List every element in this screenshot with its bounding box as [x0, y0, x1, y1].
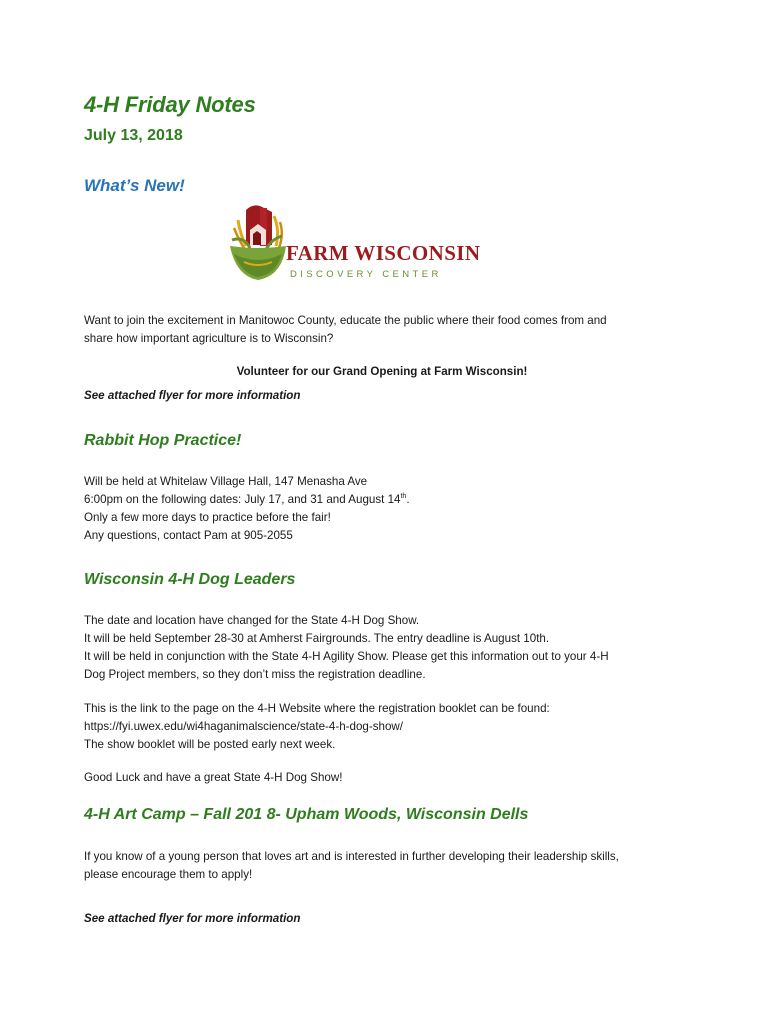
flyer-note: See attached flyer for more information	[84, 912, 301, 925]
dog-paragraph-1	[84, 612, 694, 684]
paragraph-line: share how important agriculture is to Wisconsin?	[84, 332, 334, 345]
section-heading-dog: Wisconsin 4-H Dog Leaders	[84, 571, 296, 588]
dog-closing: Good Luck and have a great State 4-H Dog Show!	[84, 771, 343, 784]
section-heading-whats-new: What’s New!	[84, 176, 185, 195]
paragraph-line: 6:00pm on the following dates: July 17, and 31 and August 14th.	[84, 493, 410, 506]
whats-new-paragraph	[84, 312, 694, 348]
farm-wisconsin-logo	[224, 200, 481, 290]
paragraph-line: If you know of a young person that loves art and is interested in further developing their leadership skills,	[84, 850, 619, 863]
flyer-note: See attached flyer for more information	[84, 389, 301, 402]
paragraph-line: Want to join the excitement in Manitowoc County, educate the public where their food comes from and	[84, 314, 607, 327]
volunteer-callout: Volunteer for our Grand Opening at Farm Wisconsin!	[236, 365, 528, 378]
logo-subtitle: DISCOVERY CENTER	[290, 269, 442, 280]
paragraph-line: please encourage them to apply!	[84, 868, 253, 881]
paragraph-line: Will be held at Whitelaw Village Hall, 147 Menasha Ave	[84, 475, 368, 488]
paragraph-line: The date and location have changed for the State 4-H Dog Show.	[84, 614, 420, 627]
section-heading-rabbit: Rabbit Hop Practice!	[84, 432, 242, 449]
paragraph-line: Only a few more days to practice before the fair!	[84, 511, 331, 524]
dog-paragraph-2	[84, 700, 694, 754]
page-title: 4-H Friday Notes	[84, 92, 256, 117]
page-date: July 13, 2018	[84, 127, 183, 144]
rabbit-paragraph	[84, 473, 694, 545]
logo-title: FARM WISCONSIN	[286, 241, 481, 265]
paragraph-line: It will be held September 28-30 at Amherst Fairgrounds. The entry deadline is August 10th.	[84, 632, 550, 645]
paragraph-line: Any questions, contact Pam at 905-2055	[84, 529, 293, 542]
paragraph-line: Dog Project members, so they don’t miss the registration deadline.	[84, 668, 426, 681]
paragraph-line: This is the link to the page on the 4-H Website where the registration booklet can be found:	[84, 702, 550, 715]
paragraph-line: It will be held in conjunction with the State 4-H Agility Show. Please get this information out to your 4-H	[84, 650, 609, 663]
art-paragraph	[84, 848, 694, 884]
paragraph-line: The show booklet will be posted early next week.	[84, 738, 336, 751]
section-heading-art-camp: 4-H Art Camp – Fall 201 8- Upham Woods, Wisconsin Dells	[84, 806, 529, 823]
dog-show-link[interactable]: https://fyi.uwex.edu/wi4haganimalscience/state-4-h-dog-show/	[84, 720, 403, 733]
